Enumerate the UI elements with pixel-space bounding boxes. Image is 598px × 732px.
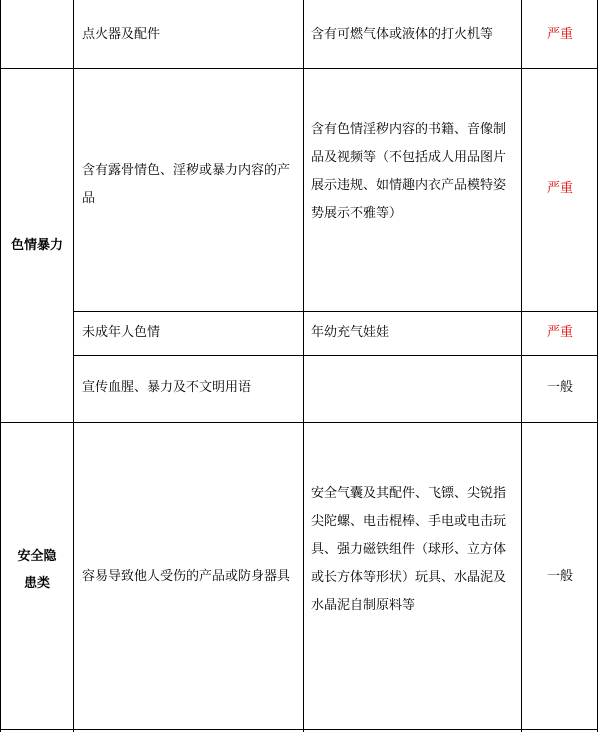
- violation-cell: 未成年人色情: [82, 325, 161, 340]
- table-border: [73, 0, 74, 732]
- category-cell: 色情暴力: [10, 238, 63, 253]
- table-border: [0, 68, 598, 69]
- violation-cell: 宣传血腥、暴力及不文明用语: [82, 380, 252, 395]
- category-cell: 安全隐患类: [17, 549, 57, 591]
- severity-badge: 一般: [546, 380, 573, 395]
- table-border: [521, 0, 522, 732]
- severity-badge: 严重: [546, 325, 573, 340]
- table-border: [303, 0, 304, 732]
- severity-badge: 严重: [546, 181, 573, 196]
- severity-badge: 一般: [546, 569, 573, 584]
- table-border: [73, 355, 598, 356]
- violation-cell: 容易导致他人受伤的产品或防身器具: [82, 569, 291, 584]
- example-cell: 含有可燃气体或液体的打火机等: [311, 27, 494, 42]
- table-border: [0, 729, 598, 730]
- example-cell: 含有色情淫秽内容的书籍、音像制品及视频等（不包括成人用品图片展示违规、如情趣内衣产品模特姿势展示不雅等）: [311, 122, 507, 221]
- table-border: [73, 311, 598, 312]
- table-border: [0, 422, 598, 423]
- table-border: [0, 0, 1, 732]
- violation-cell: 点火器及配件: [82, 27, 161, 42]
- example-cell: 年幼充气娃娃: [311, 325, 390, 340]
- example-cell: 安全气囊及其配件、飞镖、尖锐指尖陀螺、电击棍棒、手电或电击玩具、强力磁铁组件（球形、立方体或长方体等形状）玩具、水晶泥及水晶泥自制原料等: [311, 486, 507, 613]
- severity-badge: 严重: [546, 27, 573, 42]
- violation-cell: 含有露骨情色、淫秽或暴力内容的产品: [82, 163, 291, 206]
